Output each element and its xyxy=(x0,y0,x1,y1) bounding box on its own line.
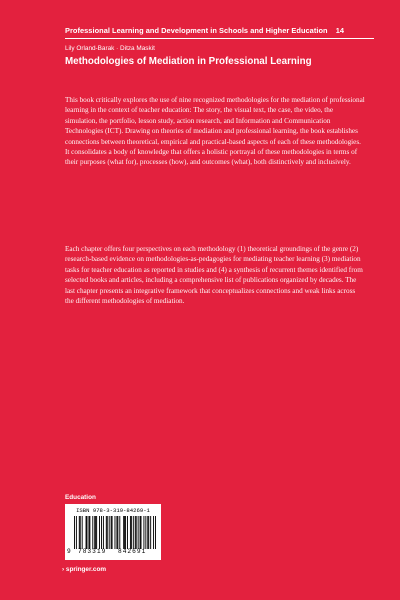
barcode-bar xyxy=(125,516,126,549)
barcode-bar xyxy=(116,516,117,549)
barcode-bar xyxy=(130,516,131,549)
series-volume: 14 xyxy=(335,26,345,35)
isbn-text: ISBN 978-3-319-84269-1 xyxy=(76,507,150,514)
barcode-bar xyxy=(82,516,83,549)
barcode-bar xyxy=(88,516,89,549)
barcode-bar xyxy=(147,516,148,549)
barcode-bar xyxy=(140,516,141,549)
book-title: Methodologies of Mediation in Professional Learning xyxy=(65,56,312,67)
barcode-bar xyxy=(95,516,96,549)
barcode-bar xyxy=(131,516,132,549)
barcode-bar xyxy=(133,516,134,549)
barcode-lead-digit: 9 xyxy=(67,548,72,555)
barcode-bar xyxy=(79,516,80,549)
barcode-group-2: 842691 xyxy=(118,548,147,555)
barcode-bar xyxy=(111,516,112,549)
barcode-bar xyxy=(80,516,81,549)
barcode-bar xyxy=(94,516,95,549)
barcode-bar xyxy=(150,516,151,549)
barcode-bar xyxy=(119,516,120,549)
barcode-bar xyxy=(117,516,118,549)
barcode-bar xyxy=(153,516,154,549)
barcode-bar xyxy=(145,516,146,549)
barcode-bar xyxy=(115,516,116,549)
barcode-bar xyxy=(96,516,97,549)
barcode-group-1: 783319 xyxy=(78,548,107,555)
barcode-bar xyxy=(124,516,125,549)
blurb-paragraph-1: This book critically explores the use of nine recognized methodologies for the mediation of professional learning in the context of teacher education: The story, the visual text, the case, the video, the simulation, the portfolio, lesson study, action research, and Information and Communication Technologies (ICT). Drawing on theories of mediation and professional learning, the book establishes connections between theoretical, empirical and practical-based aspects of each of these methodologies. It consolidates a body of knowledge that offers a holistic portrayal of these methodologies in terms of their purposes (what for), processes (how), and outcomes (what), both distinctively and inclusively. xyxy=(65,96,365,167)
barcode-bar xyxy=(143,516,144,549)
series-line xyxy=(65,26,385,35)
barcode-bar xyxy=(112,516,113,549)
subject-category: Education xyxy=(65,494,96,501)
barcode-bar xyxy=(135,516,136,549)
barcode-bar xyxy=(89,516,90,549)
barcode-icon xyxy=(74,516,156,549)
barcode-bar xyxy=(148,516,149,549)
barcode-bar xyxy=(74,516,75,549)
barcode-bar xyxy=(109,516,110,549)
barcode-bar xyxy=(123,516,124,549)
barcode-bar xyxy=(141,516,142,549)
barcode-bar xyxy=(107,516,108,549)
barcode-bar xyxy=(101,516,102,549)
series-name: Professional Learning and Development in Schools and Higher Education xyxy=(65,26,328,35)
barcode-bar xyxy=(103,516,104,549)
barcode-bar xyxy=(136,516,137,549)
barcode-bar xyxy=(76,516,77,549)
barcode-bar xyxy=(86,516,87,549)
barcode-block xyxy=(65,504,161,560)
divider-rule xyxy=(65,38,374,39)
publisher-link[interactable]: › springer.com xyxy=(62,566,107,573)
barcode-bar xyxy=(92,516,93,549)
barcode-bar xyxy=(87,516,88,549)
authors: Lily Orland-Barak · Ditza Maskit xyxy=(65,45,155,52)
barcode-bar xyxy=(127,516,128,549)
blurb-paragraph-2: Each chapter offers four perspectives on each methodology (1) theoretical groundings of the genre (2) research-based evidence on methodologies-as-pedagogies for mediating teacher learning (3) mediation tasks for teacher education as reported in studies and (4) a synthesis of recurrent themes identified from selected books and articles, including a comprehensive list of publications organized by decades. The last chapter presents an integrative framework that conceptualizes connections and weak links across the different methodologies of mediation. xyxy=(65,245,363,306)
barcode-bar xyxy=(106,516,107,549)
barcode-bar xyxy=(99,516,100,549)
barcode-bar xyxy=(155,516,156,549)
barcode-bar xyxy=(138,516,139,549)
